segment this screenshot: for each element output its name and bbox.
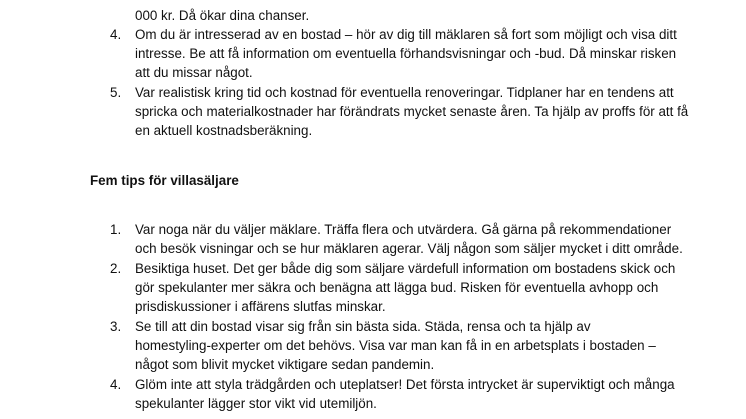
seller-item-4-number: 4. xyxy=(110,377,122,392)
buyer-item-5-line-1: Var realistisk kring tid och kostnad för eventuella renoveringar. Tidplaner har en tendens att xyxy=(135,85,674,100)
seller-item-3-line-1: Se till att din bostad visar sig från sin bästa sida. Städa, rensa och ta hjälp av xyxy=(135,319,591,334)
seller-item-1-number: 1. xyxy=(110,222,122,237)
seller-item-3-line-3: något som blivit mycket viktigare sedan pandemin. xyxy=(135,357,435,372)
buyer-item-5-line-3: en aktuell kostnadsberäkning. xyxy=(135,123,313,138)
seller-item-2-line-1: Besiktiga huset. Det ger både dig som säljare värdefull information om bostadens skick och xyxy=(135,261,676,276)
buyer-item-4-number: 4. xyxy=(110,27,122,42)
seller-item-1-line-1: Var noga när du väljer mäklare. Träffa flera och utvärdera. Gå gärna på rekommendationer xyxy=(135,222,672,237)
seller-item-3-number: 3. xyxy=(110,319,122,334)
seller-heading: Fem tips för villasäljare xyxy=(90,173,239,188)
seller-item-1-line-2: och besök visningar och se hur mäklaren agerar. Välj någon som säljer mycket i ditt område. xyxy=(135,241,683,256)
buyer-item-4-line-3: att du missar något. xyxy=(135,65,253,80)
seller-item-4-line-1: Glöm inte att styla trädgården och uteplatser! Det första intrycket är superviktigt och många xyxy=(135,377,675,392)
seller-item-3-line-2: homestyling-experter om det behövs. Visa var man kan få in en arbetsplats i bostaden – xyxy=(135,338,656,353)
buyer-item-3-tail: 000 kr. Då ökar dina chanser. xyxy=(135,8,310,23)
buyer-item-5-line-2: spricka och materialkostnader har förändrats mycket senaste åren. Ta hjälp av proffs för att få xyxy=(135,104,689,119)
seller-item-2-line-2: gör spekulanter mer säkra och benägna att lägga bud. Risken för eventuella avhopp och xyxy=(135,280,659,295)
buyer-item-5-number: 5. xyxy=(110,85,122,100)
buyer-item-4-line-2: intresse. Be att få information om eventuella förhandsvisningar och -bud. Då minskar risken xyxy=(135,46,677,61)
seller-item-4-line-2: spekulanter lägger stor vikt vid utemiljön. xyxy=(135,396,377,411)
seller-item-2-line-3: prisdiskussioner i affärens slutfas minskar. xyxy=(135,299,386,314)
seller-item-2-number: 2. xyxy=(110,261,122,276)
buyer-item-4-line-1: Om du är intresserad av en bostad – hör av dig till mäklaren så fort som möjligt och visa ditt xyxy=(135,27,677,42)
